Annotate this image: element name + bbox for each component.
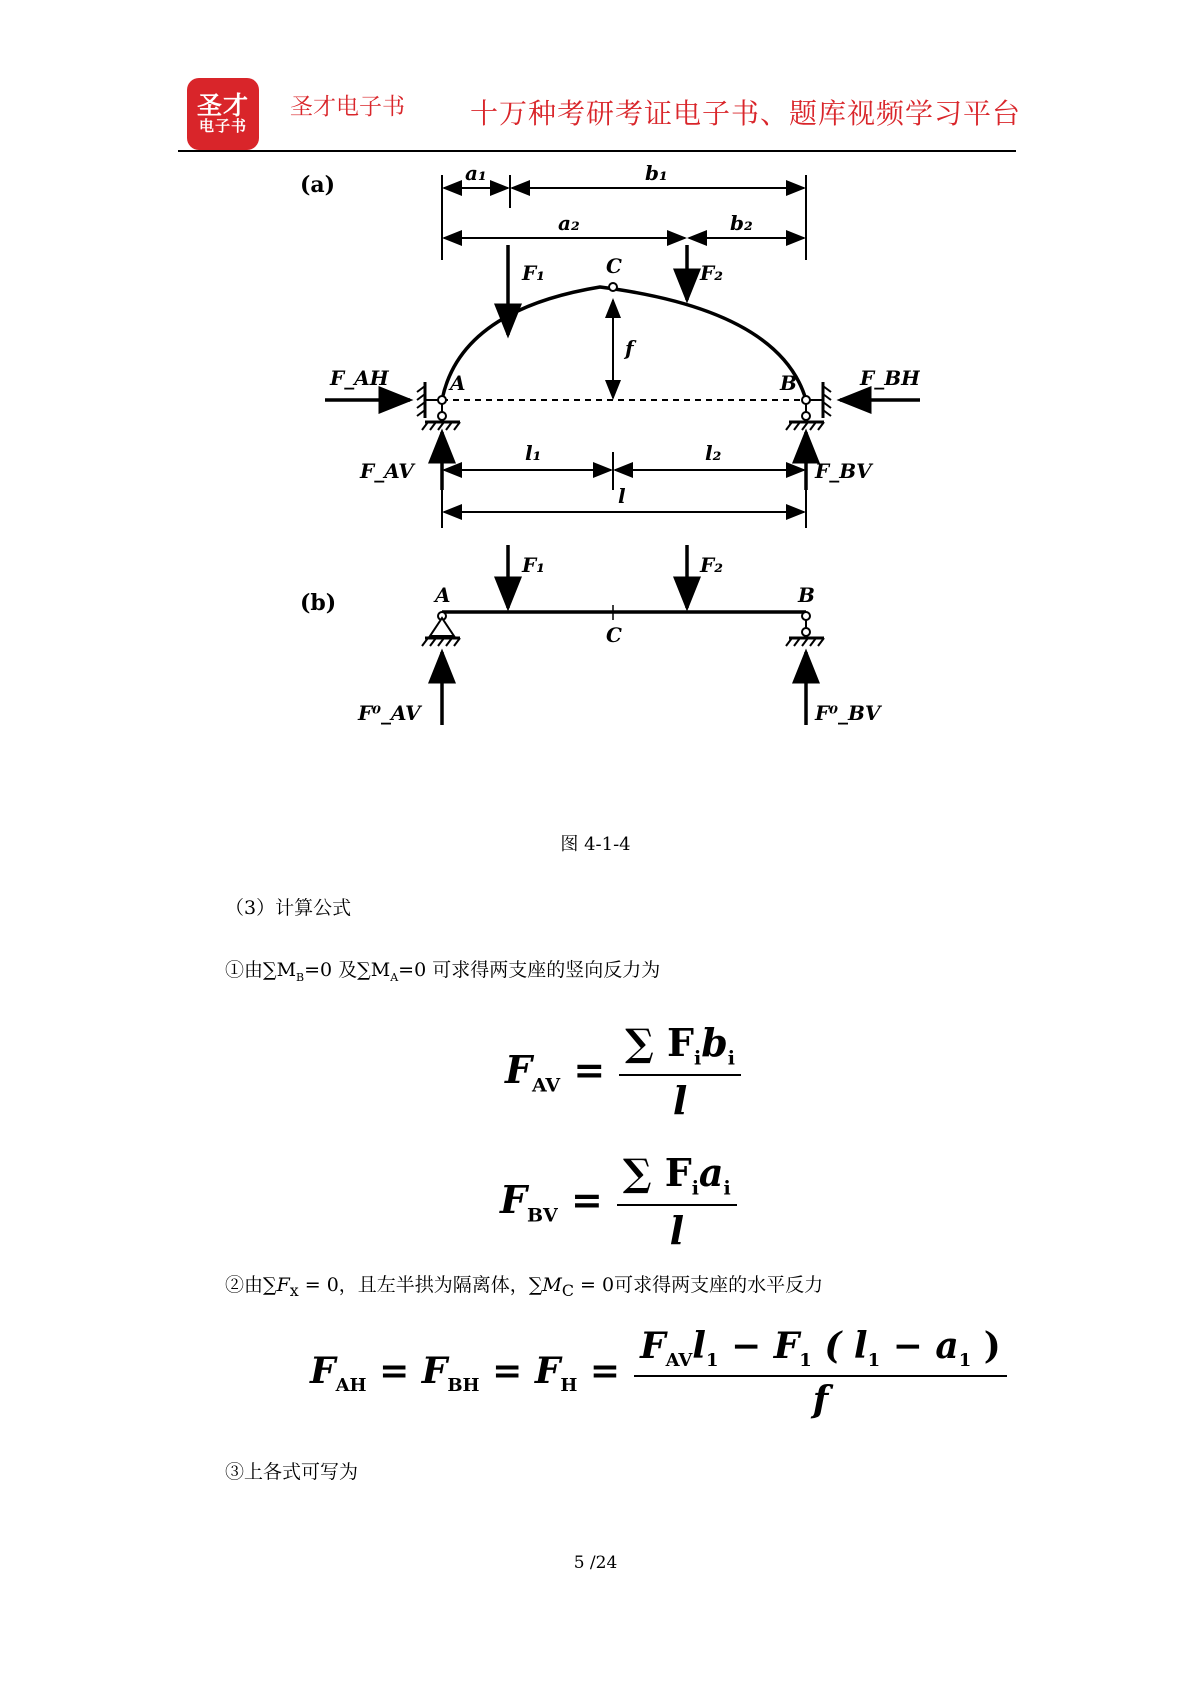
- section-heading: （3）计算公式: [225, 897, 352, 919]
- item-1-text: ①由$\sum M_B=0$ 及$\sum M_A=0$ 可求得两支座的竖向反力为: [225, 959, 661, 984]
- hinge-C: [609, 283, 617, 291]
- label-f: f: [625, 336, 634, 360]
- label-F2: F₂: [700, 261, 723, 285]
- label-a1: a₁: [465, 161, 487, 185]
- item-3-text: ③上各式可写为: [225, 1461, 359, 1483]
- label-FBH: F_BH: [860, 366, 920, 390]
- label-b1: b₁: [645, 161, 668, 185]
- panel-b-label: (b): [300, 590, 337, 616]
- label-B: B: [780, 371, 797, 395]
- label-FBV: F_BV: [815, 459, 872, 483]
- figure-caption: 图 4-1-4: [560, 834, 631, 855]
- logo-line-1: 圣才: [196, 91, 249, 120]
- formula-FAV: $F_{AV}$ = $\frac{\sum F_ib_i}{l}$: [505, 1020, 741, 1123]
- formula-FBV: $F_{BV}$ = $\frac{\sum F_ia_i}{l}$: [500, 1150, 737, 1253]
- label-a2: a₂: [558, 211, 580, 235]
- label-l2: l₂: [705, 441, 722, 465]
- label-FBV0: F⁰_BV: [815, 701, 881, 725]
- label-A-b: A: [435, 583, 451, 607]
- label-B-b: B: [798, 583, 815, 607]
- label-F2-b: F₂: [700, 553, 723, 577]
- label-F1-b: F₁: [522, 553, 545, 577]
- panel-a-label: (a): [300, 172, 336, 198]
- arch-curve: [442, 287, 806, 400]
- header-tagline: 十万种考研考证电子书、题库视频学习平台: [470, 97, 1022, 130]
- span-dimensions: [442, 432, 806, 528]
- roller-support-B-b: [786, 612, 824, 646]
- arch-diagram: [300, 160, 920, 800]
- logo-line-2: 电子书: [198, 117, 247, 136]
- publisher-logo: [187, 78, 259, 150]
- label-FAV0: F⁰_AV: [358, 701, 421, 725]
- brand-name: 圣才电子书: [290, 94, 405, 120]
- label-FAV: F_AV: [360, 459, 414, 483]
- label-l: l: [618, 484, 626, 508]
- pin-support-A-b: [422, 612, 460, 646]
- header-rule: [178, 150, 1016, 152]
- formula-FH: $F_{AH} = F_{BH} = F_H$ = $\frac{F_{AV}l_1 - F_1 ( l_1 - a_1 )}{f}$: [310, 1325, 1007, 1421]
- label-l1: l₁: [525, 441, 542, 465]
- label-FAH: F_AH: [330, 366, 389, 390]
- label-C-b: C: [606, 623, 622, 647]
- label-A: A: [450, 371, 466, 395]
- label-b2: b₂: [730, 211, 753, 235]
- item-2-text: ②由$\sum F_x = 0$，且左半拱为隔离体，$\sum M_C = 0$可求得两支座的水平反力: [225, 1274, 824, 1300]
- label-F1: F₁: [522, 261, 545, 285]
- label-C: C: [606, 254, 622, 278]
- page-number: 5 /24: [573, 1553, 618, 1573]
